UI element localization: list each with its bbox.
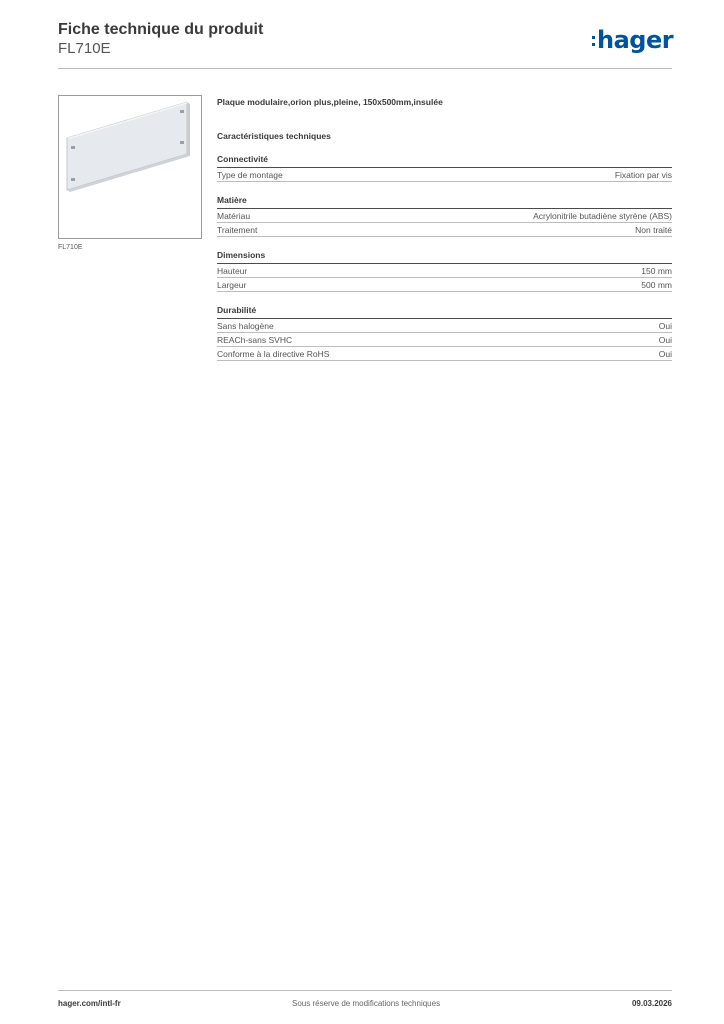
spec-label: Largeur	[217, 280, 247, 290]
spec-value: 500 mm	[641, 280, 672, 290]
spec-value: Oui	[658, 321, 672, 331]
footer-disclaimer: Sous réserve de modifications techniques	[292, 999, 441, 1008]
spec-value: 150 mm	[641, 266, 672, 276]
section-durabilite	[217, 305, 672, 361]
spec-value: Acrylonitrile butadiène styrène (ABS)	[533, 211, 672, 221]
product-description: Plaque modulaire,orion plus,pleine, 150x500mm,insulée	[217, 97, 443, 107]
section-matiere	[217, 195, 672, 237]
logo-dots-icon	[592, 36, 595, 46]
spec-value: Oui	[658, 335, 672, 345]
section-dimensions	[217, 250, 672, 292]
spec-row	[217, 209, 672, 223]
section-title: Dimensions	[217, 250, 672, 264]
spec-row	[217, 264, 672, 278]
modular-plate-illustration-icon	[59, 96, 201, 238]
footer-website-link[interactable]: hager.com/intl-fr	[58, 999, 121, 1008]
spec-label: Conforme à la directive RoHS	[217, 349, 330, 359]
spec-label: Sans halogène	[217, 321, 274, 331]
hager-logo	[592, 28, 673, 52]
spec-label: REACh-sans SVHC	[217, 335, 293, 345]
header-divider	[58, 68, 672, 69]
section-title: Connectivité	[217, 154, 672, 168]
spec-label: Hauteur	[217, 266, 248, 276]
specs-heading: Caractéristiques techniques	[217, 131, 331, 141]
spec-row	[217, 319, 672, 333]
spec-label: Type de montage	[217, 170, 283, 180]
spec-label: Traitement	[217, 225, 258, 235]
page-title: Fiche technique du produit	[58, 21, 264, 38]
product-image	[58, 95, 202, 239]
spec-row	[217, 168, 672, 182]
footer-date: 09.03.2026	[631, 999, 672, 1008]
image-caption: FL710E	[58, 244, 83, 251]
spec-row	[217, 347, 672, 361]
section-title: Matière	[217, 195, 672, 209]
spec-row	[217, 333, 672, 347]
section-title: Durabilité	[217, 305, 672, 319]
spec-row	[217, 278, 672, 292]
product-details	[217, 96, 672, 361]
spec-value: Fixation par vis	[614, 170, 672, 180]
spec-label: Matériau	[217, 211, 251, 221]
spec-value: Oui	[658, 349, 672, 359]
footer-divider	[58, 990, 672, 991]
spec-row	[217, 223, 672, 237]
spec-value: Non traité	[635, 225, 672, 235]
product-reference: FL710E	[58, 40, 111, 57]
section-connectivite	[217, 154, 672, 182]
logo-text: hager	[597, 26, 674, 54]
